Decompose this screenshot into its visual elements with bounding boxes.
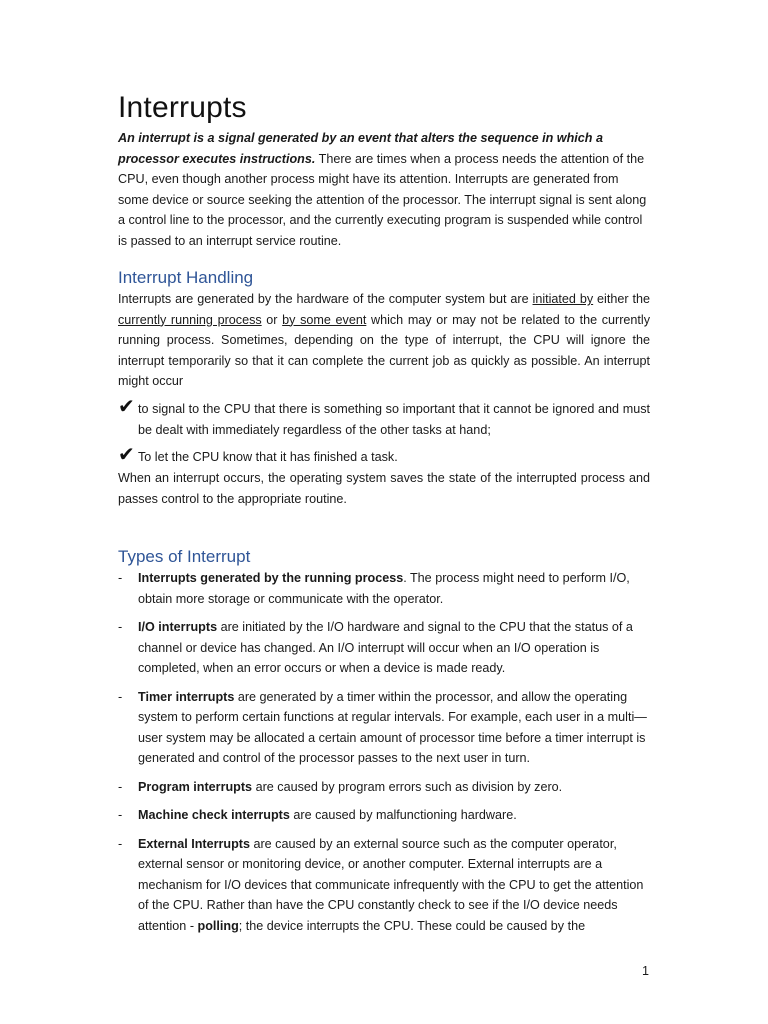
checkmark-icon: ✔ (118, 444, 135, 466)
list-item (118, 777, 650, 798)
check-item (118, 396, 650, 440)
list-item-term: Timer interrupts (138, 689, 235, 704)
dash-bullet: - (118, 779, 123, 794)
heading-interrupt-handling: Interrupt Handling (118, 268, 254, 287)
handling-text-1: Interrupts are generated by the hardware of the computer system but are (118, 292, 533, 306)
handling-underline-1: initiated by (532, 292, 594, 306)
dash-bullet: - (118, 571, 123, 585)
handling-underline-3: by some event (282, 312, 367, 327)
check-item-text: To let the CPU know that it has finished a task. (138, 450, 398, 464)
dash-bullet: - (118, 620, 123, 634)
list-item-text-continued: ; the device interrupts the CPU. These could be caused by the (238, 918, 586, 933)
list-item-text: are caused by an external source such as the computer operator, external sensor or monitoring device, or another computer. External interrupts are a mechanism for I/O devices that communicate infrequently with the CPU to get the attention of the CPU. Rather than have the CPU constantly check to see if the I/O device needs attention - (138, 836, 644, 933)
handling-after-paragraph: When an interrupt occurs, the operating system saves the state of the interrupted process and passes control to the appropriate routine. (118, 471, 650, 506)
list-item-text: are initiated by the I/O hardware and signal to the CPU that the status of a channel or device has changed. An I/O interrupt will occur when an I/O operation is completed, when an error occurs or when a device is made ready. (138, 620, 633, 675)
list-item-text: are caused by program errors such as division by zero. (252, 779, 563, 794)
intro-text: There are times when a process needs the attention of the CPU, even though another process might have its attention. Interrupts are generated from some device or source seeking the attention of the processor. The interrupt signal is sent along a control line to the processor, and the currently executing program is suspended while control is passed to an interrupt service routine. (118, 151, 647, 248)
dash-bullet: - (118, 836, 123, 851)
heading-types-of-interrupt: Types of Interrupt (118, 547, 251, 566)
handling-paragraph (118, 289, 650, 392)
handling-text-2: either the (593, 292, 650, 306)
list-item-term: Program interrupts (138, 779, 253, 794)
page-number: 1 (642, 964, 650, 978)
handling-underline-2: currently running process (118, 312, 262, 327)
list-item-term-polling: polling (197, 918, 239, 933)
list-item (118, 568, 650, 609)
list-item-term: I/O interrupts (138, 620, 218, 634)
list-item-text: are generated by a timer within the processor, and allow the operating system to perform certain functions at regular intervals. For example, each user in a multi—user system may be allocated a certain amount of processor time before a timer interrupt is generated and control of the processor passes to the next user in turn. (138, 689, 647, 765)
list-item-term: External Interrupts (138, 836, 250, 851)
list-item-term: Machine check interrupts (138, 808, 290, 822)
types-list (118, 568, 650, 944)
handling-text-3: or (261, 312, 283, 327)
list-item-text: . The process might need to perform I/O, obtain more storage or communicate with the operator. (138, 571, 630, 606)
page-title: Interrupts (118, 91, 247, 124)
dash-bullet: - (118, 808, 123, 822)
checkmark-icon: ✔ (118, 396, 135, 418)
list-item-text: are caused by malfunctioning hardware. (289, 808, 517, 822)
list-item (118, 805, 650, 826)
list-item (118, 687, 650, 769)
intro-definition: An interrupt is a signal generated by an event that alters the sequence in which a processor executes instructions. (118, 131, 603, 166)
intro-paragraph (118, 128, 650, 251)
list-item (118, 834, 650, 937)
check-item (118, 444, 650, 468)
check-item-text: to signal to the CPU that there is something so important that it cannot be ignored and must be dealt with immediately regardless of the other tasks at hand; (138, 402, 650, 437)
dash-bullet: - (118, 689, 123, 704)
handling-text-4: which may or may not be related to the currently running process. Sometimes, depending on the type of interrupt, the CPU will ignore the interrupt temporarily so that it can complete the current job as quickly as possible. An interrupt might occur (118, 312, 651, 388)
list-item (118, 617, 650, 679)
list-item-term: Interrupts generated by the running process (138, 571, 404, 585)
